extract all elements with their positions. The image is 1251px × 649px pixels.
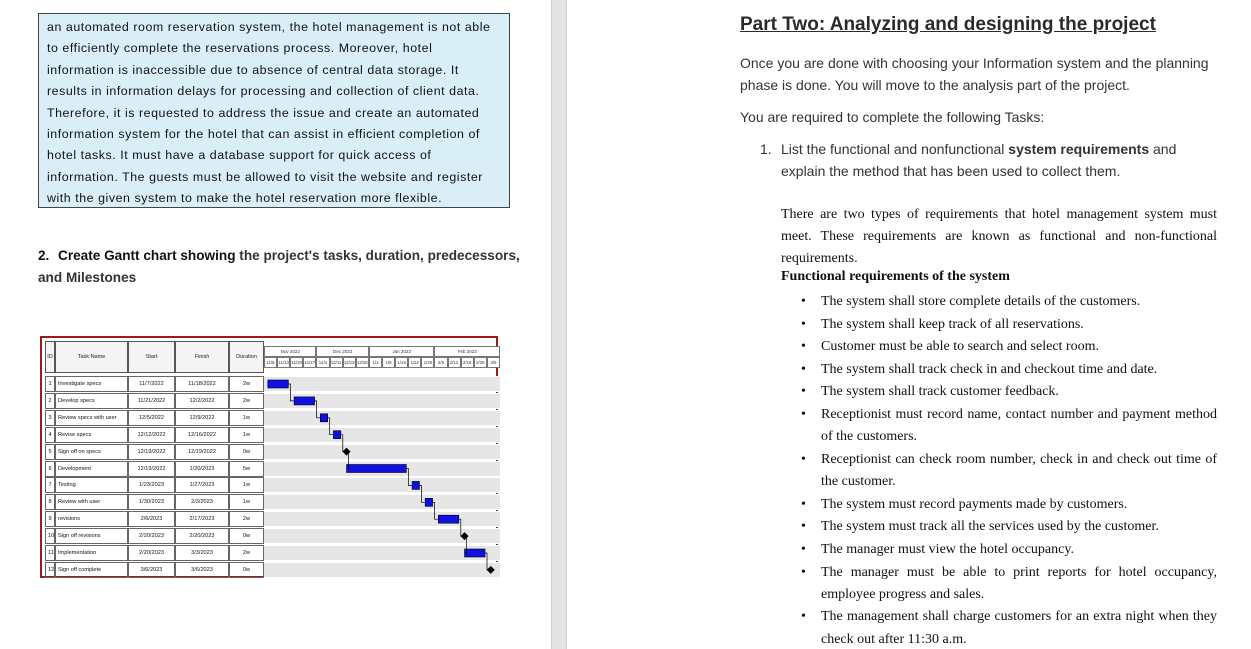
gantt-bar (320, 414, 327, 422)
gantt-cell-duration: 1w (229, 494, 264, 510)
gantt-cell-finish: 12/9/2022 (175, 410, 229, 426)
document-page-right (567, 0, 1251, 649)
task-2-heading (38, 245, 528, 289)
gantt-bar (268, 380, 288, 388)
gantt-week-label: 1/29 (421, 357, 434, 368)
gantt-cell-id: 5 (45, 444, 55, 460)
gantt-dependency-arrow (315, 401, 321, 418)
bullet-icon: • (801, 451, 806, 467)
gantt-cell-finish: 2/3/2023 (175, 494, 229, 510)
item-1-bold-text: system requirements (1008, 141, 1150, 157)
gantt-cell-duration: 5w (229, 461, 264, 477)
gantt-cell-id: 9 (45, 511, 55, 527)
functional-requirement-item (781, 404, 1217, 449)
gantt-bar (347, 465, 407, 473)
gantt-cell-start: 2/20/2023 (128, 545, 175, 561)
requirements-intro-paragraph: There are two types of requirements that hotel management system must meet. These requirements are known as functional and non-functional requirements. (781, 207, 1217, 266)
page-gap (551, 0, 567, 649)
gantt-dependency-arrow (406, 469, 412, 486)
gantt-chart (40, 336, 498, 578)
item-1-text-post: and explain the method that has been used to collect them. (781, 141, 1177, 179)
gantt-cell-duration: 2w (229, 393, 264, 409)
functional-requirement-text: The system shall track customer feedback. (821, 384, 1059, 400)
functional-requirement-text: The manager must view the hotel occupancy. (821, 541, 1074, 557)
gantt-bar (425, 498, 432, 506)
functional-requirement-text: Receptionist must record name, contact number and payment method of the customers. (821, 406, 1217, 445)
gantt-week-label: 1/22 (408, 357, 421, 368)
gantt-cell-start: 12/5/2022 (128, 410, 175, 426)
gantt-cell-start: 12/19/2022 (128, 461, 175, 477)
gantt-bar (333, 431, 340, 439)
gantt-cell-name: Sign off on specs (55, 444, 128, 460)
gantt-week-label: 12/4 (316, 357, 329, 368)
functional-requirement-item (781, 359, 1217, 381)
functional-requirement-text: The system must record payments made by customers. (821, 496, 1128, 512)
gantt-cell-finish: 11/18/2022 (175, 376, 229, 392)
gantt-cell-finish: 12/19/2022 (175, 444, 229, 460)
functional-requirement-item (781, 291, 1217, 313)
functional-requirement-text: Customer must be able to search and select room. (821, 339, 1099, 355)
gantt-cell-id: 4 (45, 427, 55, 443)
part-two-heading: Part Two: Analyzing and designing the project (740, 14, 1156, 35)
gantt-cell-name: Revise specs (55, 427, 128, 443)
gantt-cell-duration: 2w (229, 376, 264, 392)
bullet-icon: • (801, 496, 806, 512)
gantt-month-label: Dec 2022 (316, 346, 368, 357)
gantt-dependency-arrow (433, 502, 439, 519)
bullet-icon: • (801, 609, 806, 625)
gantt-week-label: 2/5 (434, 357, 447, 368)
gantt-cell-start: 12/19/2022 (128, 444, 175, 460)
gantt-week-label: 12/25 (356, 357, 369, 368)
task-list-item-1 (760, 138, 1220, 182)
gantt-week-label: 2/19 (461, 357, 474, 368)
gantt-week-label: 11/13 (277, 357, 290, 368)
gantt-cell-id: 6 (45, 461, 55, 477)
gantt-cell-start: 1/23/2023 (128, 477, 175, 493)
gantt-week-label: 3/5 (487, 357, 500, 368)
gantt-cell-start: 1/30/2023 (128, 494, 175, 510)
gantt-cell-id: 10 (45, 528, 55, 544)
functional-requirement-text: The system must track all the services used by the customer. (821, 519, 1159, 535)
bullet-icon: • (801, 564, 806, 580)
functional-requirement-item (781, 449, 1217, 494)
gantt-bar (438, 515, 458, 523)
gantt-bars (264, 376, 500, 576)
functional-requirements-list (781, 291, 1217, 649)
gantt-cell-duration: 0w (229, 562, 264, 578)
gantt-header-id: ID (45, 341, 55, 373)
bullet-icon: • (801, 384, 806, 400)
gantt-cell-finish: 2/20/2023 (175, 528, 229, 544)
functional-requirement-item (781, 336, 1217, 358)
gantt-cell-finish: 12/2/2022 (175, 393, 229, 409)
intro-text-box (38, 13, 510, 208)
gantt-month-label: Nov 2022 (264, 346, 316, 357)
gantt-cell-name: Implementation (55, 545, 128, 561)
gantt-cell-id: 2 (45, 393, 55, 409)
gantt-week-label: 2/12 (448, 357, 461, 368)
functional-requirement-item (781, 381, 1217, 403)
gantt-cell-finish: 3/6/2023 (175, 562, 229, 578)
gantt-cell-duration: 1w (229, 410, 264, 426)
gantt-bar (294, 397, 314, 405)
gantt-dependency-arrow (288, 384, 294, 401)
bullet-icon: • (801, 541, 806, 557)
functional-requirement-item (781, 606, 1217, 649)
gantt-cell-finish: 1/27/2023 (175, 477, 229, 493)
task-2-rest-text: the project's tasks, duration, predecessors, and Milestones (38, 248, 520, 285)
gantt-cell-name: revisions (55, 511, 128, 527)
gantt-week-label: 11/6 (264, 357, 277, 368)
gantt-dependency-arrow (419, 485, 425, 502)
gantt-header-duration: Duration (229, 341, 264, 373)
gantt-header-start: Start (128, 341, 175, 373)
gantt-cell-id: 1 (45, 376, 55, 392)
functional-requirements-title: Functional requirements of the system (781, 269, 1010, 284)
functional-requirement-text: The management shall charge customers for an extra night when they check out after 11:30 a.m. (821, 609, 1217, 647)
tasks-paragraph: You are required to complete the following Tasks: (740, 109, 1045, 125)
gantt-bar (465, 549, 485, 557)
gantt-week-label: 12/18 (343, 357, 356, 368)
functional-requirement-text: The system shall keep track of all reservations. (821, 316, 1084, 332)
item-1-text-pre: List the functional and nonfunctional (781, 141, 1005, 157)
gantt-month-label: Jan 2023 (369, 346, 435, 357)
gantt-cell-name: Sign off revisions (55, 528, 128, 544)
functional-requirement-item (781, 562, 1217, 607)
gantt-bar (412, 481, 419, 489)
gantt-week-label: 1/1 (369, 357, 382, 368)
bullet-icon: • (801, 316, 806, 332)
gantt-cell-id: 12 (45, 562, 55, 578)
bullet-icon: • (801, 361, 806, 377)
functional-requirement-text: The manager must be able to print reports for hotel occupancy, employee progress and sales. (821, 564, 1217, 602)
document-page-left (0, 0, 551, 649)
gantt-cell-name: Investigate specs (55, 376, 128, 392)
functional-requirement-item (781, 516, 1217, 538)
gantt-timeline-header (264, 346, 500, 368)
intro-analysis-paragraph: Once you are done with choosing your Information system and the planning phase is done. You will move to the analysis part of the project. (740, 55, 1209, 93)
gantt-week-label: 2/26 (474, 357, 487, 368)
gantt-cell-duration: 0w (229, 528, 264, 544)
gantt-week-label: 11/27 (303, 357, 316, 368)
item-1-number: 1. (760, 141, 772, 157)
gantt-cell-start: 2/6/2023 (128, 511, 175, 527)
gantt-header-finish: Finish (175, 341, 229, 373)
gantt-week-label: 12/11 (330, 357, 343, 368)
functional-requirement-item (781, 494, 1217, 516)
gantt-cell-id: 11 (45, 545, 55, 561)
functional-requirement-item (781, 314, 1217, 336)
gantt-cell-name: Review specs with user (55, 410, 128, 426)
intro-paragraph: an automated room reservation system, the hotel management is not able to efficiently complete the reservations process. Moreover, hotel information is inaccessible due to absence of central data storage. It results in information delays for processing and collection of client data. Therefore, it is requested to address the issue and create an automated information system for the hotel that can assist in efficient completion of hotel tasks. It must have a database support for quick access of information. The guests must be allowed to visit the website and register with the given system to make the hotel reservation more flexible. (47, 20, 491, 206)
gantt-cell-finish: 12/16/2022 (175, 427, 229, 443)
gantt-cell-start: 11/21/2022 (128, 393, 175, 409)
gantt-cell-name: Testing (55, 477, 128, 493)
gantt-cell-duration: 2w (229, 545, 264, 561)
bullet-icon: • (801, 519, 806, 535)
gantt-cell-id: 8 (45, 494, 55, 510)
functional-requirement-text: The system shall track check in and checkout time and date. (821, 361, 1158, 377)
functional-requirement-item (781, 539, 1217, 561)
gantt-cell-start: 12/12/2022 (128, 427, 175, 443)
gantt-dependency-arrow (328, 418, 334, 435)
task-2-number: 2. (38, 248, 50, 263)
gantt-cell-name: Development (55, 461, 128, 477)
bullet-icon: • (801, 406, 806, 422)
bullet-icon: • (801, 339, 806, 355)
gantt-month-label: Feb 2023 (434, 346, 500, 357)
gantt-cell-duration: 1w (229, 477, 264, 493)
gantt-cell-id: 3 (45, 410, 55, 426)
gantt-cell-duration: 1w (229, 427, 264, 443)
gantt-cell-name: Sign off complete (55, 562, 128, 578)
gantt-cell-start: 11/7/2022 (128, 376, 175, 392)
gantt-week-label: 1/15 (395, 357, 408, 368)
gantt-week-label: 1/8 (382, 357, 395, 368)
gantt-cell-start: 3/6/2023 (128, 562, 175, 578)
gantt-header-task-name: Task Name (55, 341, 128, 373)
bullet-icon: • (801, 294, 806, 309)
gantt-cell-id: 7 (45, 477, 55, 493)
gantt-cell-start: 2/20/2023 (128, 528, 175, 544)
gantt-cell-duration: 0w (229, 444, 264, 460)
task-2-bold-text: Create Gantt chart showing (58, 248, 236, 263)
gantt-cell-duration: 2w (229, 511, 264, 527)
gantt-cell-finish: 2/17/2023 (175, 511, 229, 527)
functional-requirement-text: Receptionist can check room number, check in and check out time of the customer. (821, 451, 1217, 490)
gantt-week-label: 11/20 (290, 357, 303, 368)
gantt-cell-finish: 1/20/2023 (175, 461, 229, 477)
gantt-cell-finish: 3/3/2023 (175, 545, 229, 561)
functional-requirement-text: The system shall store complete details of the customers. (821, 294, 1141, 309)
gantt-cell-name: Develop specs (55, 393, 128, 409)
gantt-cell-name: Review with user (55, 494, 128, 510)
